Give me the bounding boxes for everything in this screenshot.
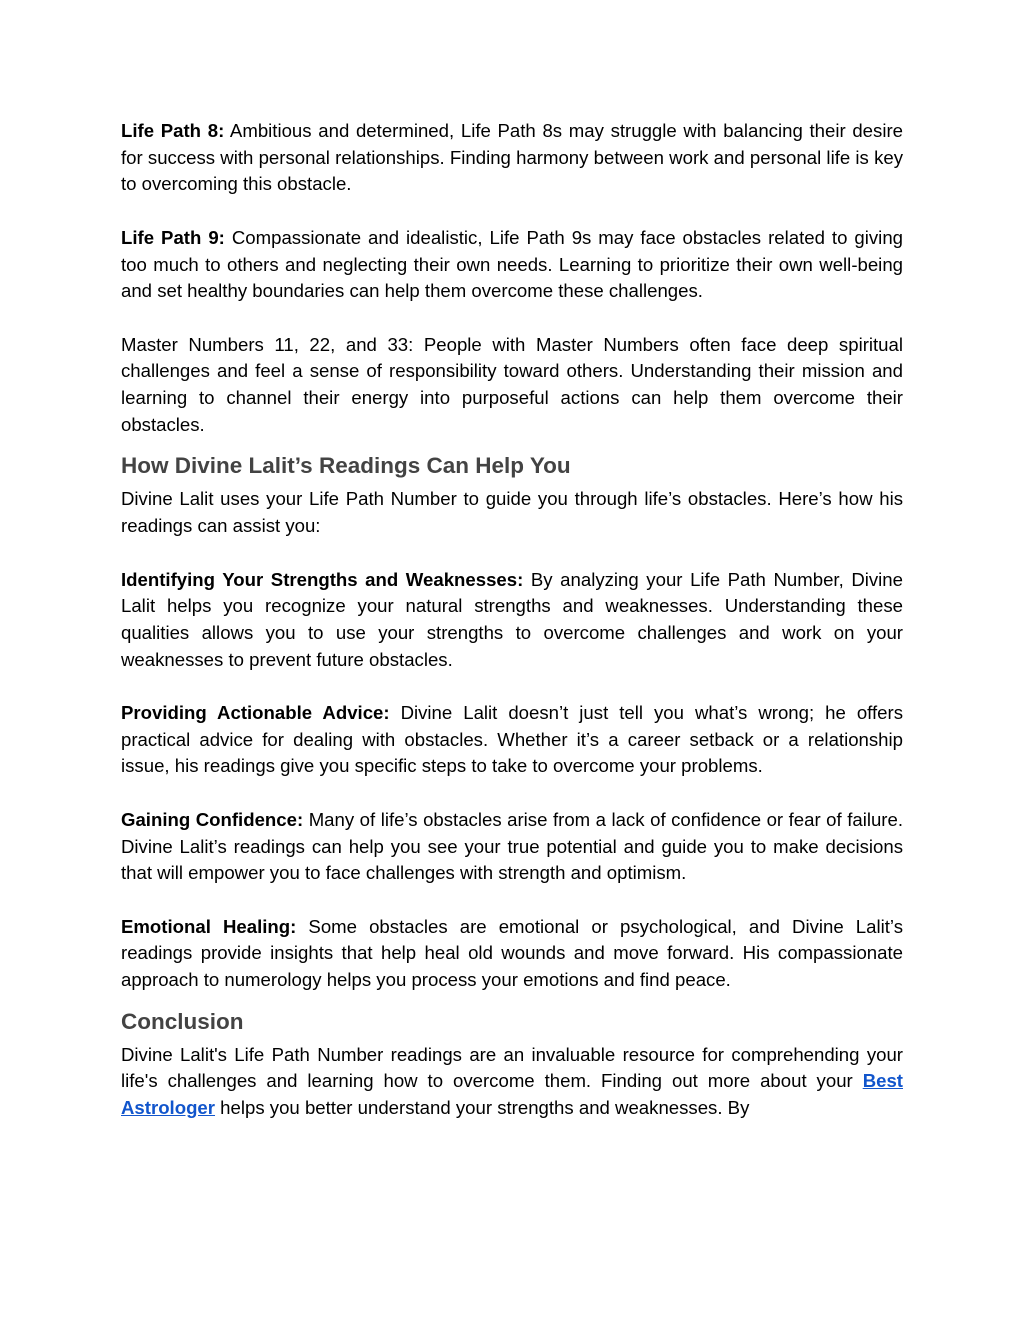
- life-path-8-label: Life Path 8:: [121, 120, 225, 141]
- life-path-9-label: Life Path 9:: [121, 226, 225, 248]
- life-path-8-text: Ambitious and determined, Life Path 8s may struggle with balancing their desire for success with personal relationships. Finding harmony between work and personal life is key to overcoming this obstacle.: [121, 120, 903, 195]
- strengths-label: Identifying Your Strengths and Weaknesses:: [121, 568, 524, 590]
- best-astrologer-link[interactable]: Best Astrologer: [121, 1070, 903, 1119]
- document-page: [121, 118, 903, 1122]
- master-numbers-paragraph: Master Numbers 11, 22, and 33: People with Master Numbers often face deep spiritual challenges and feel a sense of responsibility toward others. Understanding their mission and learning to channel their energy into purposeful actions can help them overcome their obstacles.: [121, 333, 903, 435]
- help-intro-paragraph: Divine Lalit uses your Life Path Number to guide you through life’s obstacles. Here’s how his readings can assist you:: [121, 488, 903, 537]
- conclusion-paragraph: [121, 1042, 903, 1122]
- section-heading-help: How Divine Lalit’s Readings Can Help You: [121, 453, 571, 479]
- advice-label: Providing Actionable Advice:: [121, 702, 390, 723]
- confidence-label: Gaining Confidence:: [121, 808, 304, 830]
- strengths-text: By analyzing your Life Path Number, Divine Lalit helps you recognize your natural strengths and weaknesses. Understanding these qualities allows you to use your strengths to overcome challenges and work on your weaknesses to prevent future obstacles.: [121, 568, 903, 670]
- life-path-9-paragraph: [121, 225, 903, 305]
- emotional-healing-label: Emotional Healing:: [121, 915, 297, 937]
- section-heading-conclusion: Conclusion: [121, 1008, 244, 1034]
- conclusion-text-after: helps you better understand your strengths and weaknesses. By: [215, 1097, 750, 1119]
- life-path-8-paragraph: [121, 118, 903, 198]
- confidence-text: Many of life’s obstacles arise from a lack of confidence or fear of failure. Divine Lalit’s readings can help you see your true potential and guide you to make decisions that will empower you to face challenges with strength and optimism.: [121, 808, 904, 884]
- emotional-healing-text: Some obstacles are emotional or psychological, and Divine Lalit’s readings provide insights that help heal old wounds and move forward. His compassionate approach to numerology helps you process your emotions and find peace.: [121, 915, 903, 990]
- advice-text: Divine Lalit doesn’t just tell you what’s wrong; he offers practical advice for dealing with obstacles. Whether it’s a career setback or a relationship issue, his readings give you specific steps to take to overcome your problems.: [121, 702, 903, 777]
- emotional-healing-paragraph: [121, 914, 903, 994]
- confidence-paragraph: [121, 807, 903, 887]
- life-path-9-text: Compassionate and idealistic, Life Path 9s may face obstacles related to giving too much to others and neglecting their own needs. Learning to prioritize their own well-being and set healthy boundaries can help them overcome these challenges.: [121, 226, 904, 302]
- advice-paragraph: [121, 700, 903, 780]
- strengths-paragraph: [121, 567, 903, 674]
- conclusion-text-before: Divine Lalit's Life Path Number readings are an invaluable resource for comprehending your life's challenges and learning how to overcome them. Finding out more about your: [121, 1043, 903, 1092]
